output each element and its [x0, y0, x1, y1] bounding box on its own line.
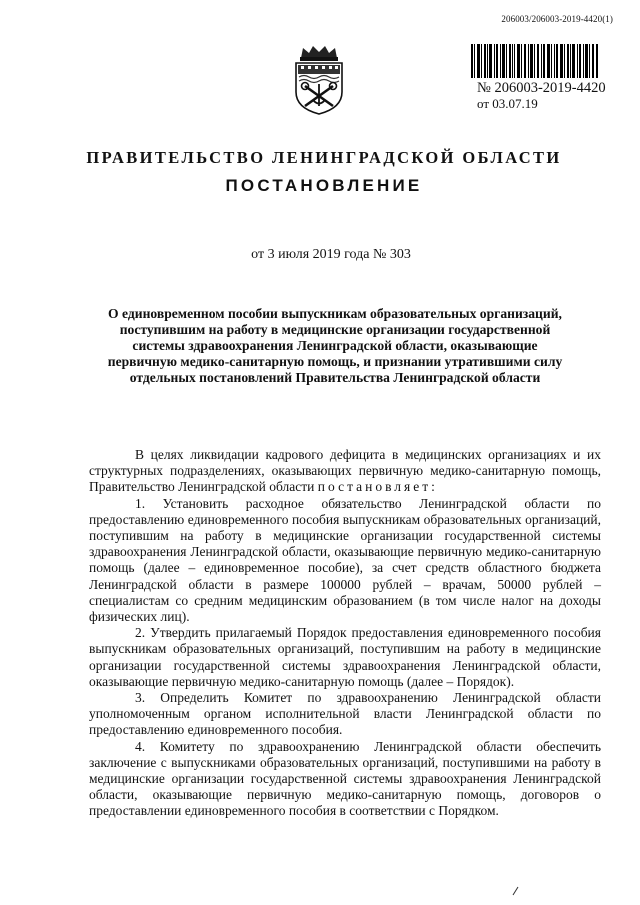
stray-ink-mark: [512, 886, 520, 896]
decree-item-1: 1. Установить расходное обязательство Ленинградской области по предоставлению единовременного пособия выпускникам образовательных организаций, поступившим на работу в медицинские организации государственной системы здравоохранения Ленинградской области, оказывающие первичную медико-санитарную помощь (далее – единовременное пособие), за счет средств областного бюджета Ленинградской области в размере 100000 рублей – врачам, 50000 рублей – специалистам со средним медицинским образованием (в том числе налог на доходы физических лиц).: [89, 495, 601, 625]
decree-date-number: от 3 июля 2019 года № 303: [251, 247, 411, 262]
preamble-paragraph: [89, 447, 601, 496]
decree-item-3: 3. Определить Комитет по здравоохранению Ленинградской области уполномоченным органом исполнительной власти Ленинградской области по предоставлению единовременного пособия.: [89, 690, 601, 738]
government-title: ПРАВИТЕЛЬСТВО ЛЕНИНГРАДСКОЙ ОБЛАСТИ: [86, 148, 562, 167]
document-code: 206003/206003-2019-4420(1): [501, 14, 613, 24]
preamble-text: В целях ликвидации кадрового дефицита в медицинских организациях и их структурных подразделениях, оказывающих первичную медико-санитарную помощь, Правительство Ленинградской области: [89, 447, 601, 495]
decree-item-4: 4. Комитету по здравоохранению Ленинградской области обеспечить заключение с выпускниками образовательных организаций, поступившими на работу в медицинские организации государственной системы здравоохранения Ленинградской области, оказывающие первичную медико-санитарную помощь, договоров о предоставлении единовременного пособия в соответствии с Порядком.: [89, 738, 601, 819]
registration-number: № 206003-2019-4420: [477, 80, 606, 96]
preamble-decree-word: постановляет:: [317, 479, 438, 495]
decree-item-2: 2. Утвердить прилагаемый Порядок предоставления единовременного пособия выпускникам образовательных организаций, поступившим на работу в медицинские организации государственной системы здравоохранения Ленинградской области, оказывающие первичную медико-санитарную помощь (далее – Порядок).: [89, 625, 601, 689]
registration-date: от 03.07.19: [477, 96, 538, 111]
decree-title: ПОСТАНОВЛЕНИЕ: [225, 176, 423, 195]
coat-of-arms-icon: [291, 44, 347, 116]
decree-body: [89, 447, 601, 820]
decree-subject: О единовременном пособии выпускникам образовательных организаций, поступившим на работу в медицинские организации государственной системы здравоохранения Ленинградской области, оказывающие первичную медико-санитарную помощь, и признании утратившими силу отдельных постановлений Правительства Ленинградской области: [107, 306, 563, 386]
barcode-icon: [471, 44, 599, 84]
